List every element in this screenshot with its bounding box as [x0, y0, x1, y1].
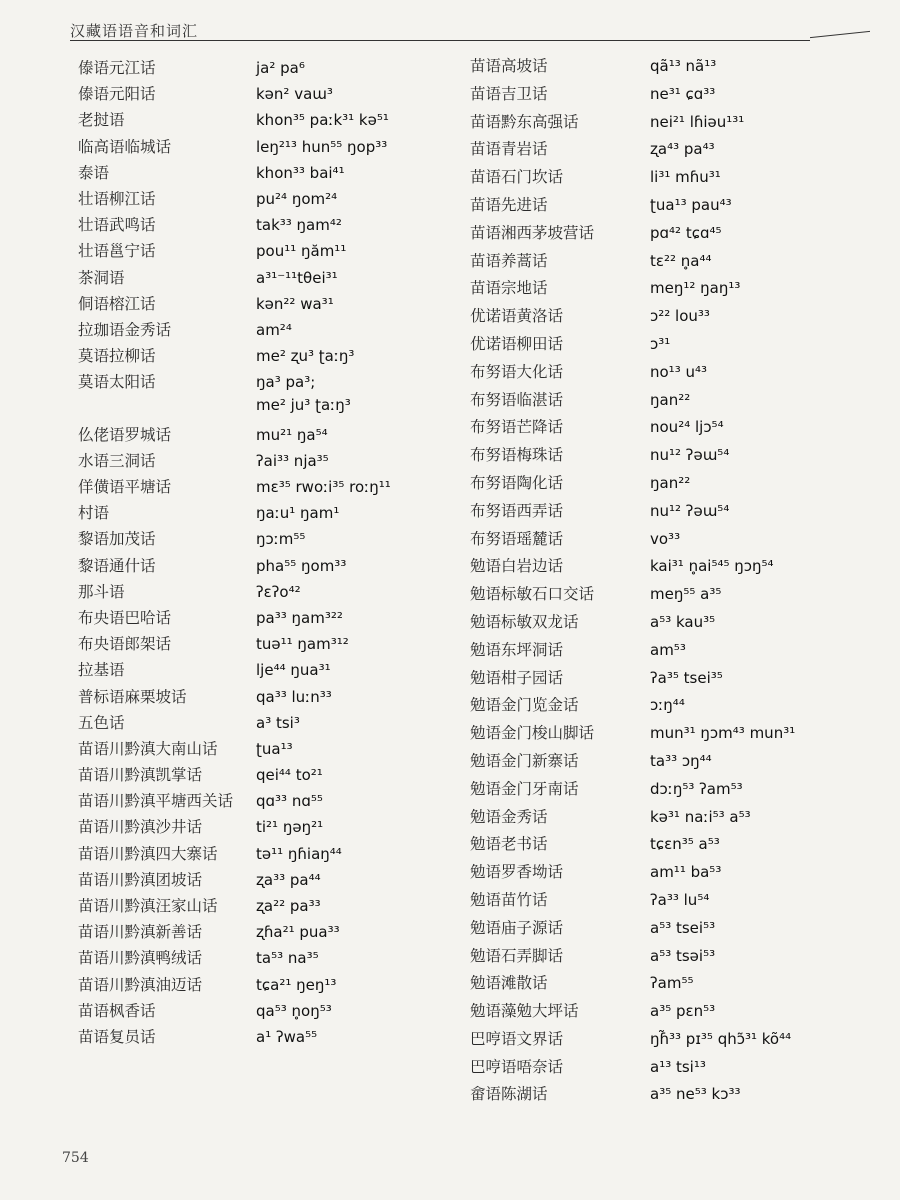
left-column: [78, 56, 458, 1051]
entry-row: [470, 610, 880, 638]
phonetic-form: kai³¹ n̥ai⁵⁴⁵ ŋɔŋ⁵⁴: [650, 557, 774, 576]
dialect-name: 侗语榕江话: [78, 294, 156, 313]
entry-row: [78, 161, 458, 187]
entry-row: [78, 554, 458, 580]
header-rule-curl: [810, 31, 870, 48]
phonetic-form: ŋaːu¹ ŋam¹: [256, 504, 340, 523]
entry-row: [78, 187, 458, 213]
dialect-name: 苗语石门坎话: [470, 168, 564, 187]
page-number: 754: [62, 1150, 89, 1166]
phonetic-form: ŋɔːm⁵⁵: [256, 530, 306, 549]
dialect-name: 莫语太阳话: [78, 373, 156, 392]
entry-row: [470, 443, 880, 471]
dialect-name: 苗语青岩话: [470, 140, 548, 159]
phonetic-form: a³ tsi³: [256, 713, 300, 732]
phonetic-form: mɛ³⁵ rwoːi³⁵ roːŋ¹¹: [256, 478, 391, 496]
entry-row: [78, 449, 458, 475]
dialect-name: 勉语标敏双龙话: [470, 612, 579, 631]
entry-row: [470, 221, 880, 249]
dialect-name: 勉语金门梭山脚话: [470, 724, 595, 743]
dialect-name: 苗语宗地话: [470, 279, 548, 298]
entry-row: [78, 266, 458, 292]
phonetic-form: me² ʐu³ ʈaːŋ³: [256, 347, 355, 366]
dialect-name: 布努语西弄话: [470, 501, 564, 520]
phonetic-form: ɔːŋ⁴⁴: [650, 696, 685, 715]
entry-row: [78, 213, 458, 239]
entry-row: [470, 666, 880, 694]
dialect-name: 勉语金门览金话: [470, 696, 579, 715]
entry-row: [470, 499, 880, 527]
entry-row: [78, 763, 458, 789]
entry-row: [470, 332, 880, 360]
phonetic-form: nu¹² ʔəɯ⁵⁴: [650, 501, 730, 520]
entry-row: [78, 108, 458, 134]
dialect-name: 临高语临城话: [78, 137, 172, 156]
phonetic-form: a¹ ʔwa⁵⁵: [256, 1027, 318, 1046]
phonetic-form: ɔ²² lou³³: [650, 307, 710, 326]
phonetic-form: ŋɦ̃³³ pɪ³⁵ qhɔ̃³¹ kõ⁴⁴: [650, 1029, 792, 1048]
dialect-name: 苗语养蒿话: [470, 251, 548, 270]
entry-row: [78, 580, 458, 606]
running-header: [70, 20, 830, 42]
dialect-name: 巴哼语文界话: [470, 1029, 564, 1048]
entry-row: [470, 276, 880, 304]
dialect-name: 苗语川黔滇汪家山话: [78, 897, 218, 915]
entry-row: [78, 842, 458, 868]
entry-row: [470, 638, 880, 666]
dialect-name: 苗语川黔滇油迈话: [78, 975, 203, 994]
entry-row: [470, 971, 880, 999]
dialect-name: 那斗语: [78, 582, 125, 601]
entry-row: [470, 749, 880, 777]
entry-row: [470, 165, 880, 193]
entry-row: [470, 110, 880, 138]
phonetic-form: ta⁵³ na³⁵: [256, 949, 319, 968]
dialect-name: 苗语川黔滇团坡话: [78, 870, 203, 889]
entry-row: [78, 815, 458, 841]
dialect-name: 优诺语黄洛话: [470, 307, 564, 326]
phonetic-form: ja² pa⁶: [256, 59, 305, 77]
phonetic-form: qɑ³³ nɑ⁵⁵: [256, 792, 323, 811]
phonetic-form: ŋa³ pa³;: [256, 373, 316, 392]
dialect-name: 勉语罗香坳话: [470, 863, 564, 882]
entry-row: [470, 777, 880, 805]
dialect-name: 拉珈语金秀话: [78, 320, 172, 339]
entry-row: [470, 1055, 880, 1083]
dialect-name: 布努语陶化话: [470, 473, 564, 492]
entry-row: [78, 344, 458, 370]
phonetic-form: a⁵³ kau³⁵: [650, 612, 716, 631]
phonetic-form: qã¹³ nã¹³: [650, 57, 717, 75]
dialect-name: 布努语梅珠话: [470, 446, 564, 465]
phonetic-form: ʔa³³ lu⁵⁴: [650, 890, 710, 909]
phonetic-form: meŋ⁵⁵ a³⁵: [650, 585, 722, 604]
dialect-name: 泰语: [78, 163, 110, 182]
phonetic-form: kə³¹ naːi⁵³ a⁵³: [650, 807, 751, 826]
phonetic-form: a¹³ tsi¹³: [650, 1057, 706, 1076]
phonetic-form: khon³³ bai⁴¹: [256, 163, 345, 182]
phonetic-form: am⁵³: [650, 640, 686, 659]
phonetic-form: qa⁵³ n̥oŋ⁵³: [256, 1001, 332, 1020]
phonetic-form: ta³³ ɔŋ⁴⁴: [650, 751, 712, 770]
dialect-name: 苗语川黔滇鸭绒话: [78, 949, 203, 968]
phonetic-form: vo³³: [650, 529, 681, 548]
phonetic-form: tɛ²² n̥a⁴⁴: [650, 251, 712, 270]
phonetic-form: me² ju³ ʈaːŋ³: [256, 396, 351, 415]
entry-row: [470, 249, 880, 277]
dialect-name: 苗语复员话: [78, 1027, 156, 1046]
entry-row: [470, 527, 880, 555]
phonetic-form: pu²⁴ ŋom²⁴: [256, 189, 338, 208]
entry-row: [470, 805, 880, 833]
dialect-name: 傣语元江话: [78, 59, 156, 77]
phonetic-form: am¹¹ ba⁵³: [650, 863, 722, 882]
entry-row: [78, 370, 458, 396]
entry-row: [78, 135, 458, 161]
dialect-name: 苗语川黔滇大南山话: [78, 739, 218, 758]
entry-row: [470, 888, 880, 916]
dialect-name: 苗语先进话: [470, 195, 548, 214]
phonetic-form: ʐa⁴³ pa⁴³: [650, 140, 715, 159]
entry-row: [470, 916, 880, 944]
dialect-name: 布努语大化话: [470, 362, 564, 381]
entry-row: [78, 82, 458, 108]
phonetic-form: kən² vaɯ³: [256, 85, 333, 104]
entry-row: [470, 137, 880, 165]
phonetic-form: ʔɛʔo⁴²: [256, 582, 301, 601]
entry-row: [78, 56, 458, 82]
dialect-name: 苗语湘西茅坡营话: [470, 223, 595, 242]
phonetic-form: ʈua¹³: [256, 739, 293, 758]
phonetic-form: nu¹² ʔəɯ⁵⁴: [650, 446, 730, 465]
phonetic-form: ɔ³¹: [650, 334, 671, 353]
dialect-name: 畲语陈湖话: [470, 1085, 548, 1104]
entry-row: [470, 82, 880, 110]
phonetic-form: qa³³ luːn³³: [256, 687, 332, 706]
entry-row: [470, 1082, 880, 1110]
entry-row: [470, 388, 880, 416]
entry-row: [470, 415, 880, 443]
phonetic-form: ʈua¹³ pau⁴³: [650, 195, 732, 214]
entry-row: [470, 944, 880, 972]
entry-row: [470, 693, 880, 721]
phonetic-form: a³⁵ pɛn⁵³: [650, 1002, 716, 1021]
phonetic-form: a³¹⁻¹¹tθei³¹: [256, 268, 338, 287]
dialect-name: 勉语东坪洞话: [470, 640, 564, 659]
phonetic-form: pa³³ ŋam³²²: [256, 608, 343, 627]
phonetic-form: no¹³ u⁴³: [650, 362, 708, 381]
dialect-name: 勉语滩散话: [470, 974, 548, 993]
phonetic-form: a³⁵ ne⁵³ kɔ³³: [650, 1085, 741, 1104]
entry-row: [78, 632, 458, 658]
phonetic-form: ʐa³³ pa⁴⁴: [256, 870, 321, 889]
phonetic-form: lje⁴⁴ ŋua³¹: [256, 661, 331, 680]
dialect-name: 五色话: [78, 713, 125, 732]
entry-row: [470, 360, 880, 388]
dialect-name: 佯僙语平塘话: [78, 478, 172, 496]
entry-row: [470, 304, 880, 332]
phonetic-form: ʔa³⁵ tsei³⁵: [650, 668, 723, 687]
entry-row: [78, 711, 458, 737]
dialect-name: 苗语黔东高强话: [470, 112, 579, 131]
phonetic-form: qei⁴⁴ to²¹: [256, 766, 323, 785]
entry-row: [470, 54, 880, 82]
dialect-name: 优诺语柳田话: [470, 334, 564, 353]
dialect-name: 苗语川黔滇四大寨话: [78, 844, 218, 863]
entry-row: [470, 721, 880, 749]
entry-row: [78, 527, 458, 553]
entry-row: [78, 658, 458, 684]
header-title: 汉藏语语音和词汇: [70, 22, 199, 40]
entry-row: [78, 737, 458, 763]
entry-row: [78, 318, 458, 344]
phonetic-form: a⁵³ tsei⁵³: [650, 918, 716, 937]
entry-row: [78, 475, 458, 501]
entry-row: [470, 999, 880, 1027]
dialect-name: 布央语郎架话: [78, 635, 172, 654]
entry-row: [78, 423, 458, 449]
phonetic-form: nei²¹ lɦiəu¹³¹: [650, 112, 745, 131]
phonetic-form: li³¹ mɦu³¹: [650, 168, 721, 187]
entry-row: [470, 1027, 880, 1055]
entry-row: [470, 860, 880, 888]
header-rule: [70, 40, 810, 41]
entry-row: [78, 868, 458, 894]
dialect-name: 勉语金门新寨话: [470, 751, 579, 770]
entry-row: [78, 501, 458, 527]
entry-row: [78, 973, 458, 999]
dialect-name: 布央语巴哈话: [78, 608, 172, 627]
entry-row: [78, 789, 458, 815]
dialect-name: 勉语石弄脚话: [470, 946, 564, 965]
dialect-name: 布努语瑶麓话: [470, 529, 564, 548]
phonetic-form: ʐɦa²¹ pua³³: [256, 923, 340, 942]
dialect-name: 勉语藻勉大坪话: [470, 1002, 579, 1021]
phonetic-form: pou¹¹ ŋăm¹¹: [256, 242, 347, 261]
entry-row: [78, 1025, 458, 1051]
dialect-name: 老挝语: [78, 111, 125, 130]
dialect-name: 莫语拉柳话: [78, 347, 156, 366]
entry-row: [470, 832, 880, 860]
entry-row: [78, 894, 458, 920]
dialect-name: 勉语庙子源话: [470, 918, 564, 937]
dialect-name: 巴哼语唔奈话: [470, 1057, 564, 1076]
dialect-name: 勉语标敏石口交话: [470, 585, 595, 604]
entry-row: [78, 685, 458, 711]
dialect-name: 苗语吉卫话: [470, 84, 548, 103]
phonetic-form: leŋ²¹³ hun⁵⁵ ŋop³³: [256, 137, 388, 156]
dialect-name: 壮语柳江话: [78, 189, 156, 208]
phonetic-form: am²⁴: [256, 320, 292, 339]
dialect-name: 苗语枫香话: [78, 1001, 156, 1020]
entry-row: [78, 239, 458, 265]
dialect-name: 苗语川黔滇新善话: [78, 923, 203, 942]
phonetic-form: a⁵³ tsəi⁵³: [650, 946, 716, 965]
phonetic-form: mu²¹ ŋa⁵⁴: [256, 425, 328, 444]
entry-row: [78, 606, 458, 632]
entry-row: [78, 920, 458, 946]
phonetic-form: khon³⁵ paːk³¹ kə⁵¹: [256, 111, 389, 130]
dialect-name: 茶洞语: [78, 268, 125, 287]
phonetic-form: meŋ¹² ŋaŋ¹³: [650, 279, 741, 298]
phonetic-form: ʔai³³ nja³⁵: [256, 451, 329, 470]
phonetic-form: dɔːŋ⁵³ ʔam⁵³: [650, 779, 743, 798]
dialect-name: 村语: [78, 504, 110, 523]
phonetic-form: tɕa²¹ ŋeŋ¹³: [256, 975, 337, 994]
right-column: [470, 54, 880, 1110]
entry-row: [78, 292, 458, 318]
entry-row: [470, 193, 880, 221]
phonetic-form: ʔam⁵⁵: [650, 974, 694, 993]
dialect-name: 勉语金门牙南话: [470, 779, 579, 798]
phonetic-form: tə¹¹ ŋɦiaŋ⁴⁴: [256, 844, 342, 863]
phonetic-form: mun³¹ ŋɔm⁴³ mun³¹: [650, 724, 796, 743]
dialect-name: 勉语老书话: [470, 835, 548, 854]
phonetic-form: ʐa²² pa³³: [256, 897, 321, 915]
dialect-name: 普标语麻栗坡话: [78, 687, 187, 706]
phonetic-form: ŋan²²: [650, 390, 691, 409]
dialect-name: 勉语白岩边话: [470, 557, 564, 576]
dialect-name: 苗语川黔滇凯掌话: [78, 766, 203, 785]
entry-row: [78, 946, 458, 972]
phonetic-form: ti²¹ ŋəŋ²¹: [256, 818, 324, 837]
phonetic-form: tɕɛn³⁵ a⁵³: [650, 835, 720, 854]
dialect-name: 勉语柑子园话: [470, 668, 564, 687]
dialect-name: 布努语临湛话: [470, 390, 564, 409]
dialect-name: 水语三洞话: [78, 451, 156, 470]
dialect-name: 勉语苗竹话: [470, 890, 548, 909]
dialect-name: 苗语川黔滇平塘西关话: [78, 792, 234, 811]
entry-row: [78, 999, 458, 1025]
dialect-name: 仫佬语罗城话: [78, 425, 172, 444]
phonetic-form: ŋan²²: [650, 473, 691, 492]
phonetic-form: nou²⁴ ljɔ⁵⁴: [650, 418, 724, 437]
entry-row: [78, 396, 458, 422]
entry-row: [470, 471, 880, 499]
dialect-name: 苗语川黔滇沙井话: [78, 818, 203, 837]
dialect-name: 壮语武鸣话: [78, 216, 156, 235]
phonetic-form: tuə¹¹ ŋam³¹²: [256, 635, 349, 654]
dialect-name: 勉语金秀话: [470, 807, 548, 826]
phonetic-form: pɑ⁴² tɕɑ⁴⁵: [650, 223, 722, 242]
entry-row: [470, 554, 880, 582]
phonetic-form: pha⁵⁵ ŋom³³: [256, 556, 347, 575]
dialect-name: 苗语高坡话: [470, 57, 548, 75]
dialect-name: 黎语通什话: [78, 556, 156, 575]
phonetic-form: tak³³ ŋam⁴²: [256, 216, 342, 235]
phonetic-form: ne³¹ ɕɑ³³: [650, 84, 716, 103]
dialect-name: 傣语元阳话: [78, 85, 156, 104]
entry-row: [470, 582, 880, 610]
dialect-name: 布努语芒降话: [470, 418, 564, 437]
dialect-name: 黎语加茂话: [78, 530, 156, 549]
dialect-name: 壮语邕宁话: [78, 242, 156, 261]
dialect-name: 拉基语: [78, 661, 125, 680]
phonetic-form: kən²² wa³¹: [256, 294, 334, 313]
